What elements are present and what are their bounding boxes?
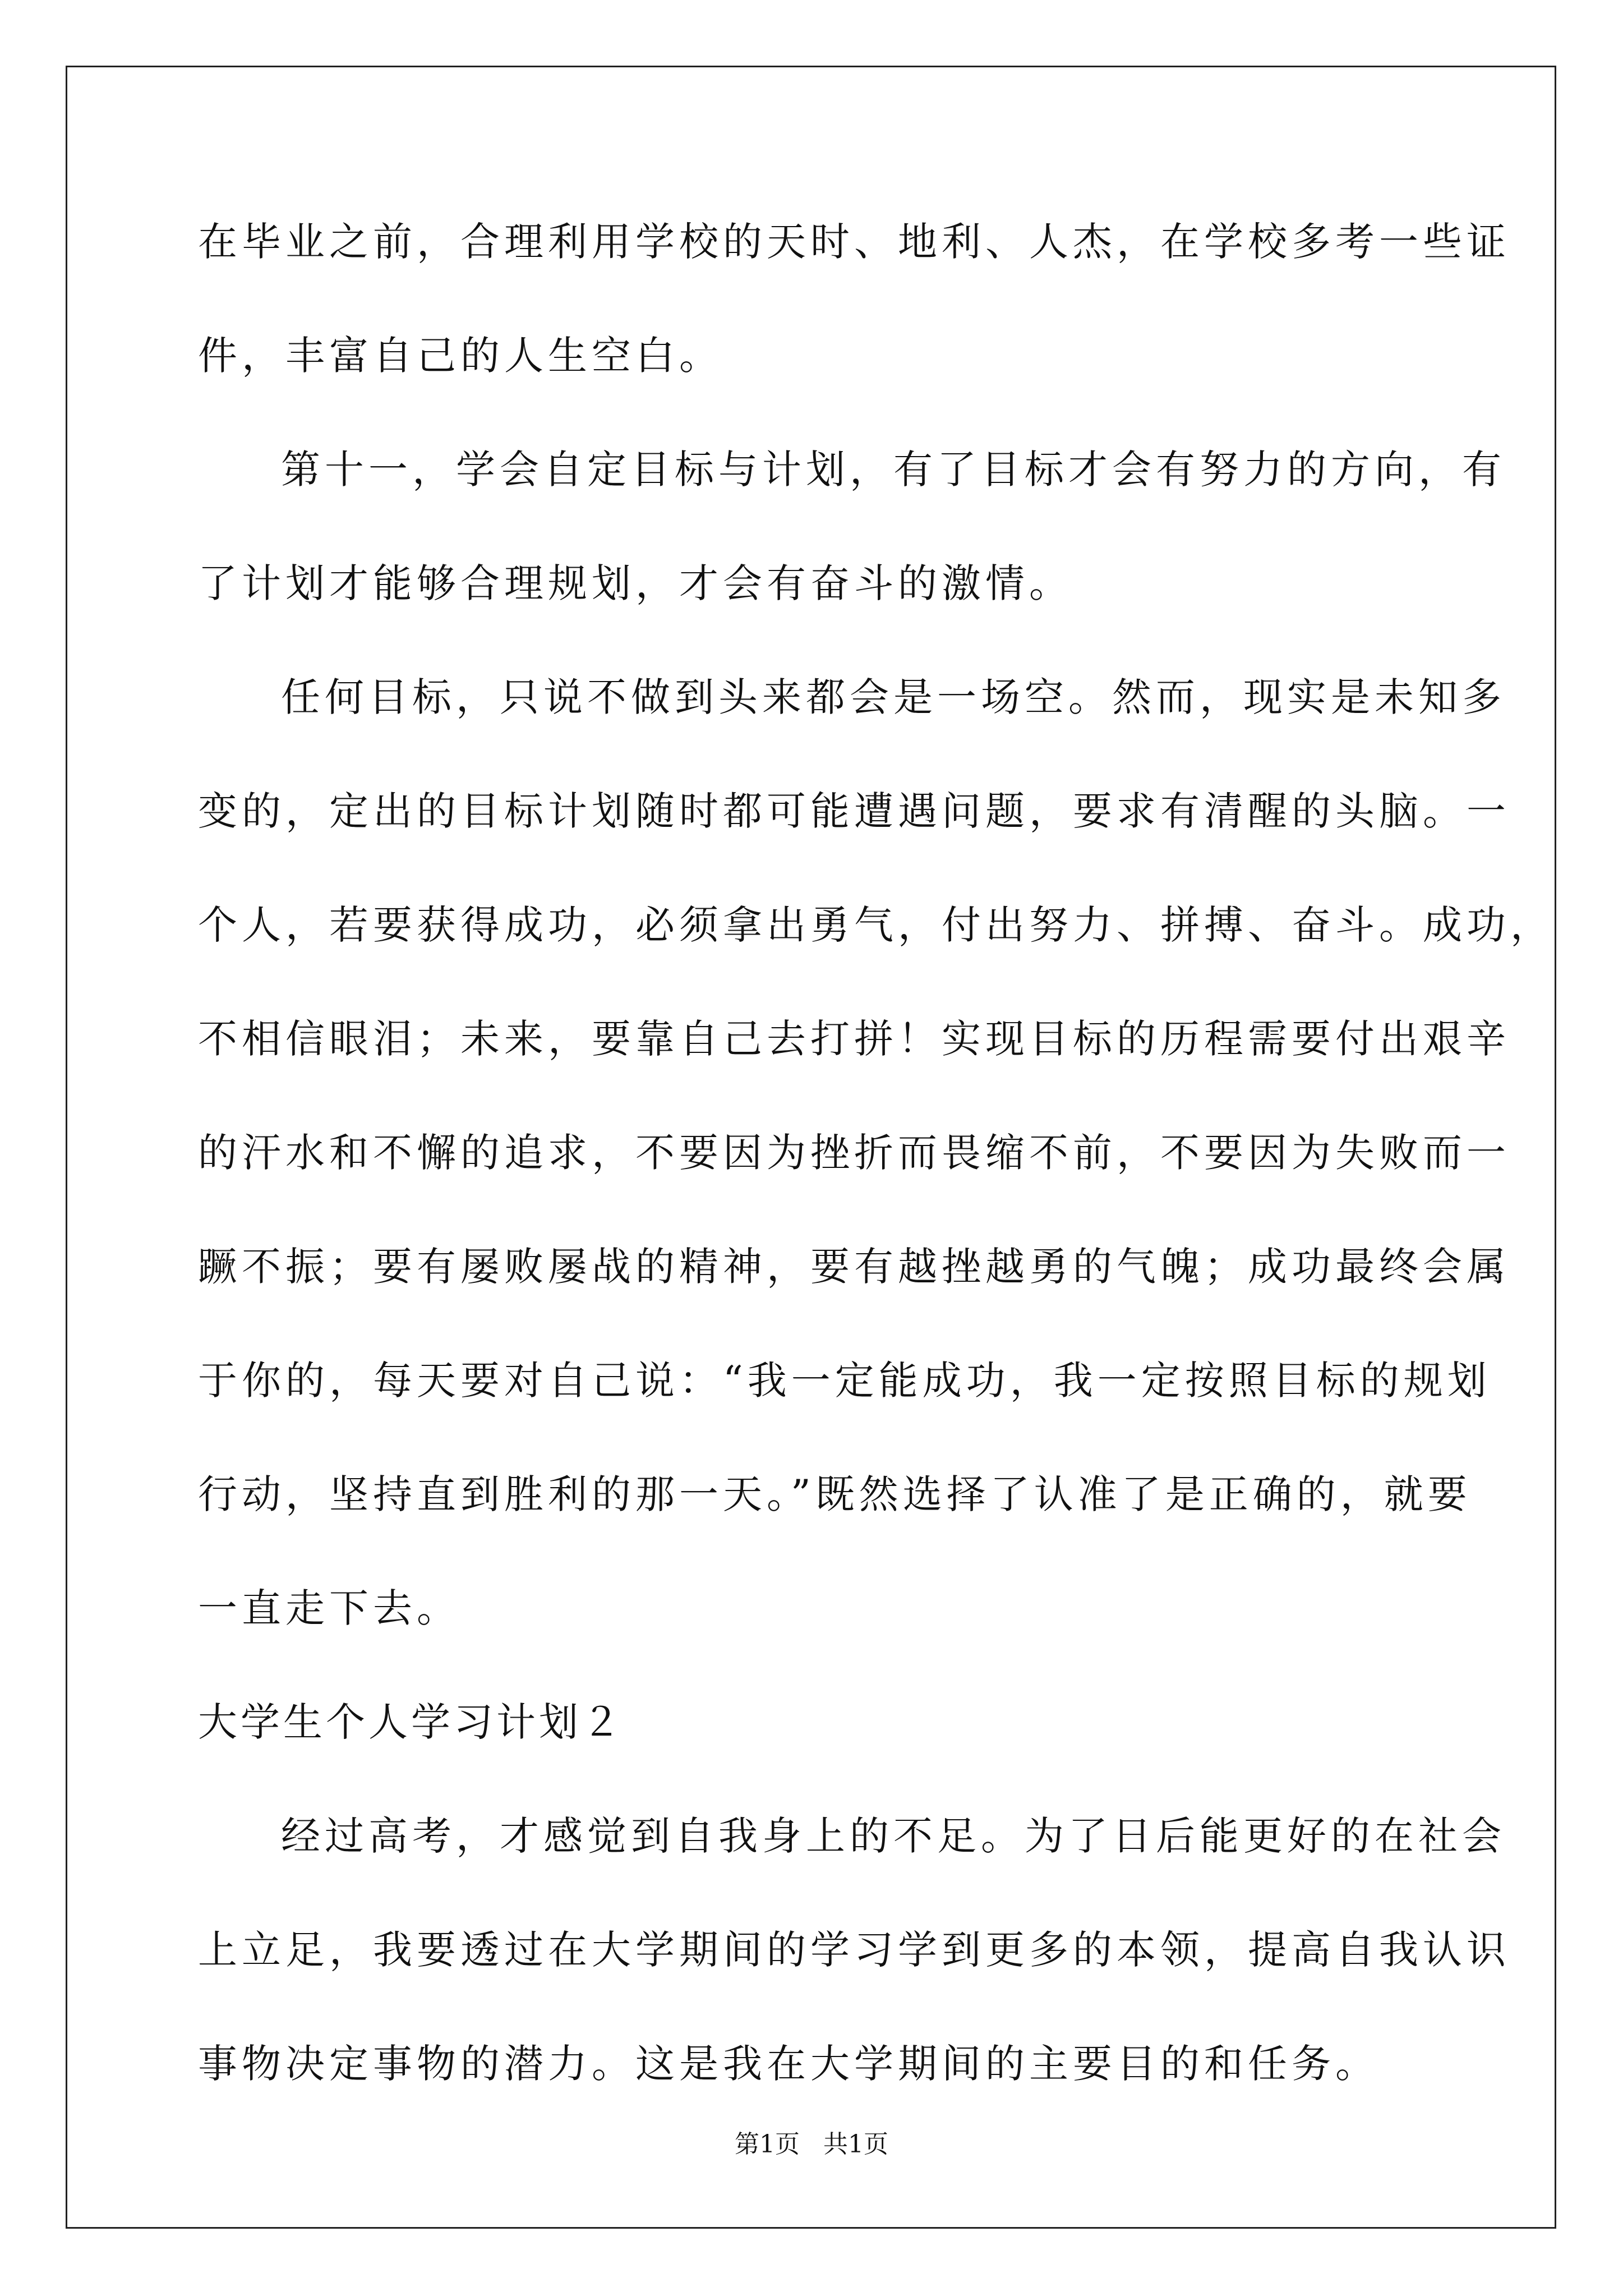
- text-line: 在毕业之前，合理利用学校的天时、地利、人杰，在学校多考一些证: [198, 219, 1510, 265]
- text-line: 于你的，每天要对自己说：“我一定能成功，我一定按照目标的规划: [198, 1358, 1491, 1404]
- text-line: 件，丰富自己的人生空白。: [198, 333, 723, 379]
- text-line: 变的，定出的目标计划随时都可能遭遇问题，要求有清醒的头脑。一: [198, 788, 1510, 834]
- text-line: 第十一，学会自定目标与计划，有了目标才会有努力的方向，有: [281, 447, 1506, 493]
- text-line: 任何目标，只说不做到头来都会是一场空。然而，现实是未知多: [281, 674, 1506, 720]
- page-number-footer: 第1页 共1页: [735, 2130, 888, 2159]
- text-line: 不相信眼泪；未来，要靠自己去打拼！实现目标的历程需要付出艰辛: [198, 1016, 1510, 1062]
- text-line: 的汗水和不懈的追求，不要因为挫折而畏缩不前，不要因为失败而一: [198, 1130, 1510, 1176]
- text-line: 一直走下去。: [198, 1585, 460, 1631]
- text-line: 行动，坚持直到胜利的那一天。”既然选择了认准了是正确的，就要: [198, 1471, 1472, 1517]
- text-line: 事物决定事物的潜力。这是我在大学期间的主要目的和任务。: [198, 2041, 1379, 2087]
- text-line: 了计划才能够合理规划，才会有奋斗的激情。: [198, 560, 1073, 606]
- text-line: 上立足，我要透过在大学期间的学习学到更多的本领，提高自我认识: [198, 1927, 1510, 1973]
- section-heading: 大学生个人学习计划２: [198, 1699, 624, 1745]
- text-line: 蹶不振；要有屡败屡战的精神，要有越挫越勇的气魄；成功最终会属: [198, 1244, 1510, 1290]
- text-line: 经过高考，才感觉到自我身上的不足。为了日后能更好的在社会: [281, 1813, 1506, 1859]
- text-line: 个人，若要获得成功，必须拿出勇气，付出努力、拼搏、奋斗。成功，: [198, 902, 1554, 948]
- document-body: [198, 219, 1554, 2158]
